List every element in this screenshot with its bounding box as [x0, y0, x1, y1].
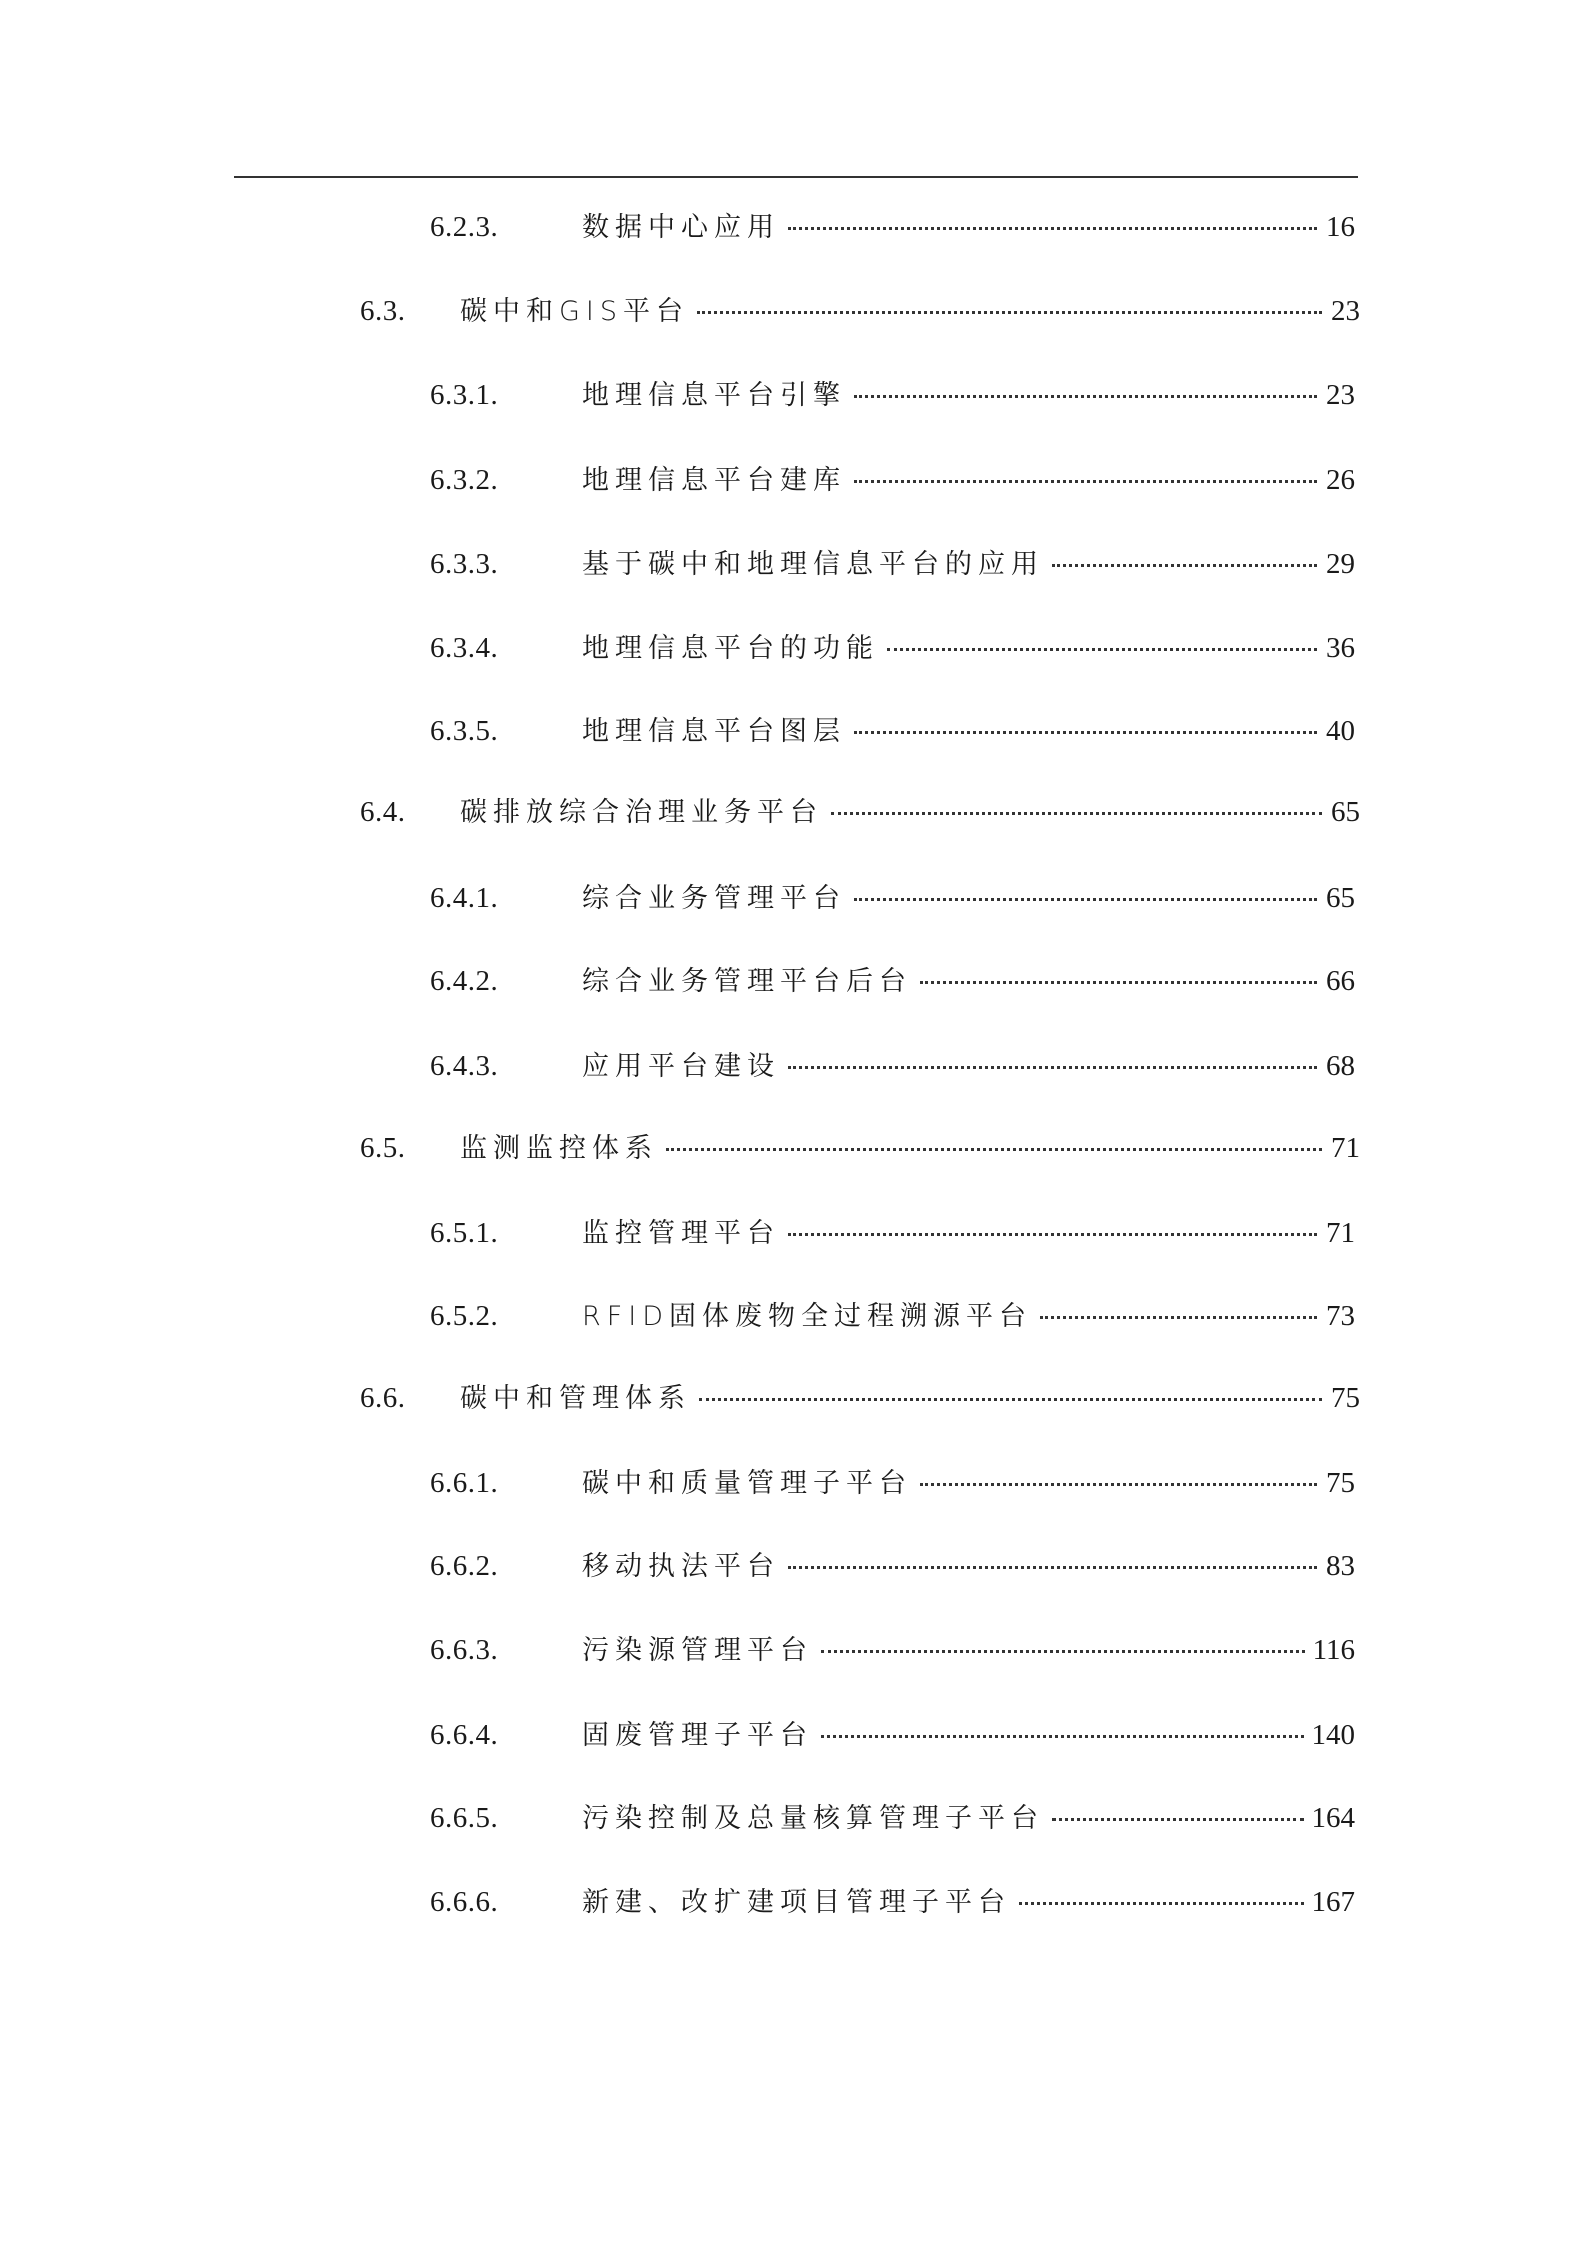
toc-leader-dots	[854, 898, 1317, 901]
toc-entry-title: 监控管理平台	[582, 1218, 780, 1249]
toc-entry-6-6[interactable]	[360, 1378, 1360, 1418]
toc-entry-number: 6.3.2.	[430, 464, 499, 496]
toc-leader-dots	[788, 1233, 1317, 1236]
toc-leader-dots	[1040, 1316, 1317, 1319]
toc-entry-page: 73	[1326, 1300, 1355, 1332]
toc-entry-page: 36	[1326, 632, 1355, 664]
toc-entry-page: 83	[1326, 1550, 1355, 1582]
toc-entry-page: 140	[1311, 1719, 1355, 1751]
toc-leader-dots	[1052, 564, 1317, 567]
toc-entry-title: 监测监控体系	[460, 1133, 658, 1164]
toc-entry-number: 6.6.1.	[430, 1467, 499, 1499]
toc-entry-number: 6.3.	[360, 295, 406, 327]
toc-entry-number: 6.6.5.	[430, 1802, 499, 1834]
toc-entry-6-5-2[interactable]	[430, 1296, 1355, 1336]
toc-entry-page: 23	[1331, 295, 1360, 327]
toc-entry-number: 6.6.2.	[430, 1550, 499, 1582]
toc-entry-page: 167	[1311, 1886, 1355, 1918]
toc-entry-page: 164	[1311, 1802, 1355, 1834]
toc-leader-dots	[699, 1398, 1322, 1401]
toc-entry-page: 29	[1326, 548, 1355, 580]
toc-entry-6-6-1[interactable]	[430, 1463, 1355, 1503]
toc-entry-page: 23	[1326, 379, 1355, 411]
toc-entry-number: 6.3.5.	[430, 715, 499, 747]
toc-entry-title: RFID固体废物全过程溯源平台	[582, 1301, 1033, 1332]
toc-leader-dots	[1052, 1818, 1304, 1821]
toc-entry-6-4-1[interactable]	[430, 878, 1355, 918]
toc-entry-6-4-2[interactable]	[430, 961, 1355, 1001]
toc-entry-6-6-4[interactable]	[430, 1715, 1355, 1755]
toc-entry-title: 应用平台建设	[582, 1051, 780, 1082]
toc-entry-title: 地理信息平台建库	[582, 465, 846, 496]
toc-entry-6-6-6[interactable]	[430, 1882, 1355, 1922]
toc-entry-number: 6.4.2.	[430, 965, 499, 997]
toc-entry-6-5[interactable]	[360, 1128, 1360, 1168]
toc-entry-title: 地理信息平台引擎	[582, 380, 846, 411]
toc-leader-dots	[697, 311, 1322, 314]
toc-entry-page: 65	[1326, 882, 1355, 914]
toc-entry-page: 65	[1331, 796, 1360, 828]
toc-entry-page: 75	[1331, 1382, 1360, 1414]
toc-entry-6-2-3[interactable]	[430, 207, 1355, 247]
toc-entry-title: 固废管理子平台	[582, 1720, 813, 1751]
toc-entry-title: 综合业务管理平台后台	[582, 966, 912, 997]
toc-entry-number: 6.4.3.	[430, 1050, 499, 1082]
toc-leader-dots	[854, 395, 1317, 398]
toc-leader-dots	[887, 648, 1317, 651]
toc-entry-title: 地理信息平台的功能	[582, 633, 879, 664]
toc-entry-number: 6.4.1.	[430, 882, 499, 914]
toc-entry-title: 移动执法平台	[582, 1551, 780, 1582]
toc-entry-number: 6.3.1.	[430, 379, 499, 411]
toc-entry-title: 污染控制及总量核算管理子平台	[582, 1803, 1044, 1834]
toc-entry-6-5-1[interactable]	[430, 1213, 1355, 1253]
toc-leader-dots	[831, 812, 1322, 815]
toc-entry-number: 6.5.	[360, 1132, 406, 1164]
toc-entry-6-3-4[interactable]	[430, 628, 1355, 668]
toc-entry-title: 综合业务管理平台	[582, 883, 846, 914]
toc-entry-number: 6.2.3.	[430, 211, 499, 243]
toc-entry-6-4[interactable]	[360, 792, 1360, 832]
toc-leader-dots	[920, 1483, 1317, 1486]
toc-entry-page: 66	[1326, 965, 1355, 997]
toc-entry-title: 地理信息平台图层	[582, 716, 846, 747]
toc-entry-6-4-3[interactable]	[430, 1046, 1355, 1086]
toc-entry-number: 6.6.	[360, 1382, 406, 1414]
toc-entry-number: 6.6.4.	[430, 1719, 499, 1751]
toc-entry-number: 6.6.3.	[430, 1634, 499, 1666]
toc-entry-title: 碳中和质量管理子平台	[582, 1468, 912, 1499]
toc-entry-6-6-5[interactable]	[430, 1798, 1355, 1838]
toc-entry-page: 40	[1326, 715, 1355, 747]
toc-entry-page: 71	[1326, 1217, 1355, 1249]
toc-entry-title: 碳中和管理体系	[460, 1383, 691, 1414]
toc-entry-number: 6.5.2.	[430, 1300, 499, 1332]
toc-entry-6-3-5[interactable]	[430, 711, 1355, 751]
toc-leader-dots	[788, 1066, 1317, 1069]
toc-entry-page: 116	[1312, 1634, 1355, 1666]
toc-leader-dots	[788, 1566, 1317, 1569]
toc-entry-number: 6.6.6.	[430, 1886, 499, 1918]
toc-leader-dots	[854, 731, 1317, 734]
toc-entry-page: 68	[1326, 1050, 1355, 1082]
toc-leader-dots	[821, 1650, 1305, 1653]
toc-leader-dots	[1019, 1902, 1304, 1905]
toc-entry-6-3-1[interactable]	[430, 375, 1355, 415]
toc-entry-title: 新建、改扩建项目管理子平台	[582, 1887, 1011, 1918]
toc-entry-page: 71	[1331, 1132, 1360, 1164]
toc-entry-number: 6.3.3.	[430, 548, 499, 580]
toc-entry-title: 碳中和GIS平台	[460, 296, 690, 327]
toc-entry-6-3-3[interactable]	[430, 544, 1355, 584]
toc-entry-title: 数据中心应用	[582, 212, 780, 243]
toc-entry-number: 6.5.1.	[430, 1217, 499, 1249]
toc-leader-dots	[920, 981, 1317, 984]
toc-leader-dots	[666, 1148, 1322, 1151]
toc-entry-page: 26	[1326, 464, 1355, 496]
toc-entry-6-6-2[interactable]	[430, 1546, 1355, 1586]
toc-entry-page: 75	[1326, 1467, 1355, 1499]
toc-leader-dots	[821, 1735, 1304, 1738]
toc-entry-6-6-3[interactable]	[430, 1630, 1355, 1670]
toc-entry-title: 污染源管理平台	[582, 1635, 813, 1666]
toc-entry-title: 基于碳中和地理信息平台的应用	[582, 549, 1044, 580]
toc-entry-6-3-2[interactable]	[430, 460, 1355, 500]
toc-entry-number: 6.3.4.	[430, 632, 499, 664]
toc-entry-page: 16	[1326, 211, 1355, 243]
toc-entry-title: 碳排放综合治理业务平台	[460, 797, 823, 828]
toc-entry-6-3[interactable]	[360, 291, 1360, 331]
toc-leader-dots	[788, 227, 1317, 230]
toc-leader-dots	[854, 480, 1317, 483]
toc-entry-number: 6.4.	[360, 796, 406, 828]
